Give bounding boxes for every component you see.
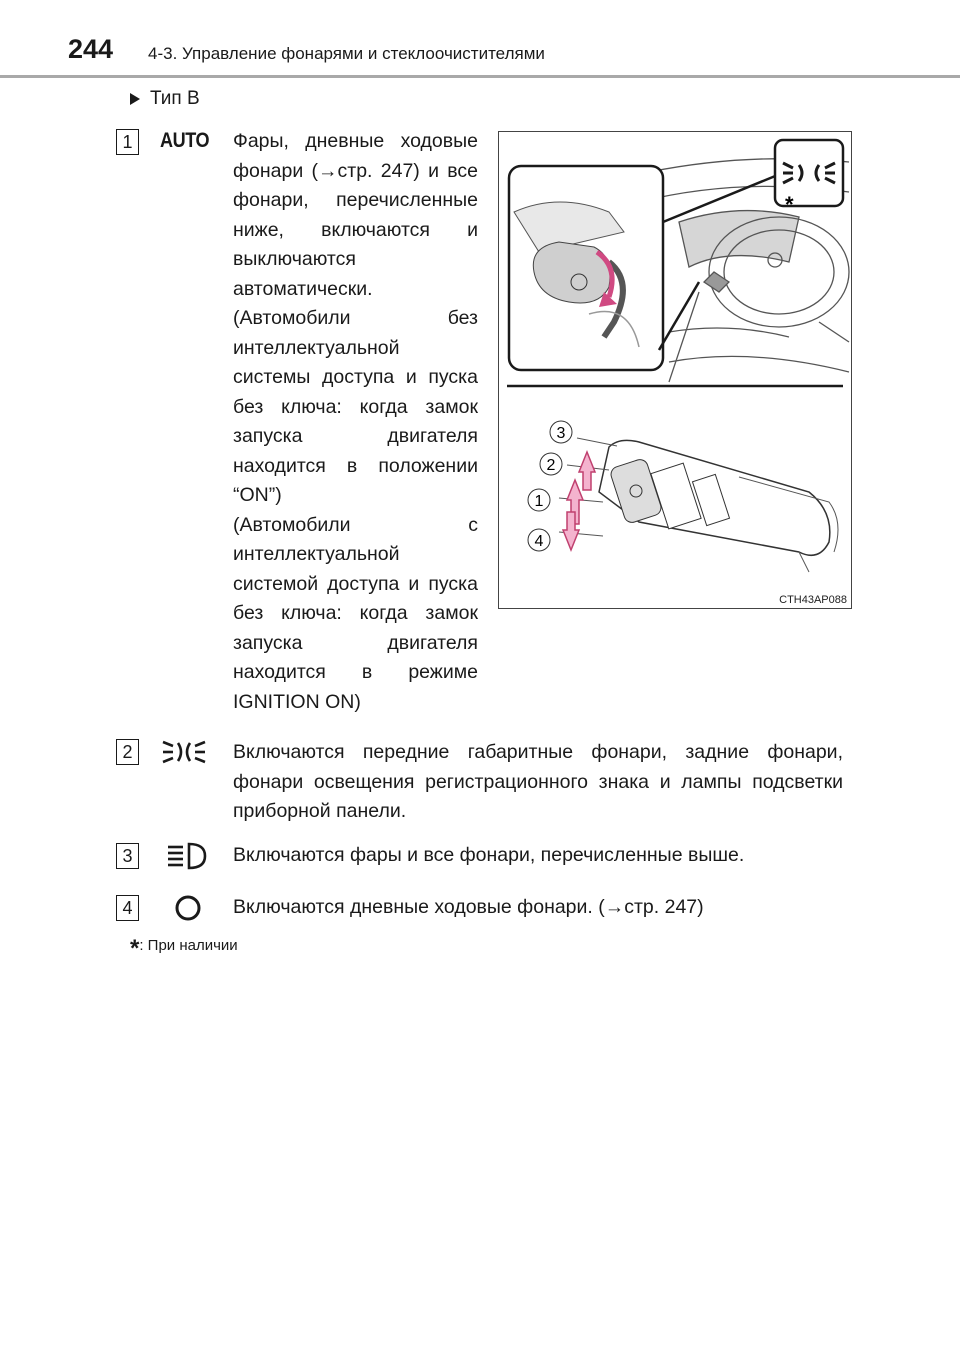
illustration-svg [499,132,851,608]
item-number-4: 4 [116,895,139,921]
item-1-paragraph: Фары, дневные ходовые фонари (→стр. 247) и все фонари, перечисленные ниже, включаются и выключаются автоматически. [233,130,478,300]
item-number-3: 3 [116,843,139,869]
type-label: Тип B [150,88,200,109]
page-header [0,0,960,80]
callout-number: 3 [556,425,566,442]
tail-lights-icon [160,738,208,771]
lever-illustration [498,131,852,609]
item-1-paragraph: (Автомобили с интеллектуальной системой доступа и пуска без ключа: когда замок запуска двигателя находится в режиме IGNITION ON) [233,513,478,713]
chapter-title: 4-3. Управление фонарями и стеклоочистителями [148,44,545,63]
type-heading [130,88,200,110]
availability-star: * [785,192,794,217]
figure-code: CTH43AP088 [779,594,847,606]
light-switch-lever-drawing [599,440,838,572]
headlight-icon [165,841,209,876]
callout-number: 2 [546,457,556,474]
item-number-1: 1 [116,129,139,155]
drl-icon [172,893,204,928]
item-4-text: Включаются дневные ходовые фонари. (→стр. 247) [233,896,704,918]
auto-symbol: AUTO [160,129,210,152]
page-number: 244 [68,34,114,64]
footnote-text: : При наличии [139,937,238,954]
triangle-bullet-icon [130,93,140,105]
callout-number: 1 [534,493,544,510]
callout-number: 4 [534,533,544,550]
item-1-text [233,127,478,717]
item-1-paragraph: (Автомобили без интеллектуальной системы доступа и пуска без ключа: когда замок запуска двигателя находится в положении “ON”) [233,307,478,506]
item-number-2: 2 [116,739,139,765]
item-2-text: Включаются передние габаритные фонари, задние фонари, фонари освещения регистрационного знака и лампы подсветки приборной панели. [233,741,843,822]
item-3-text: Включаются фары и все фонари, перечисленные выше. [233,844,745,866]
footnote-mark: * [130,935,140,962]
footnote [130,935,238,963]
header-divider [0,75,960,78]
